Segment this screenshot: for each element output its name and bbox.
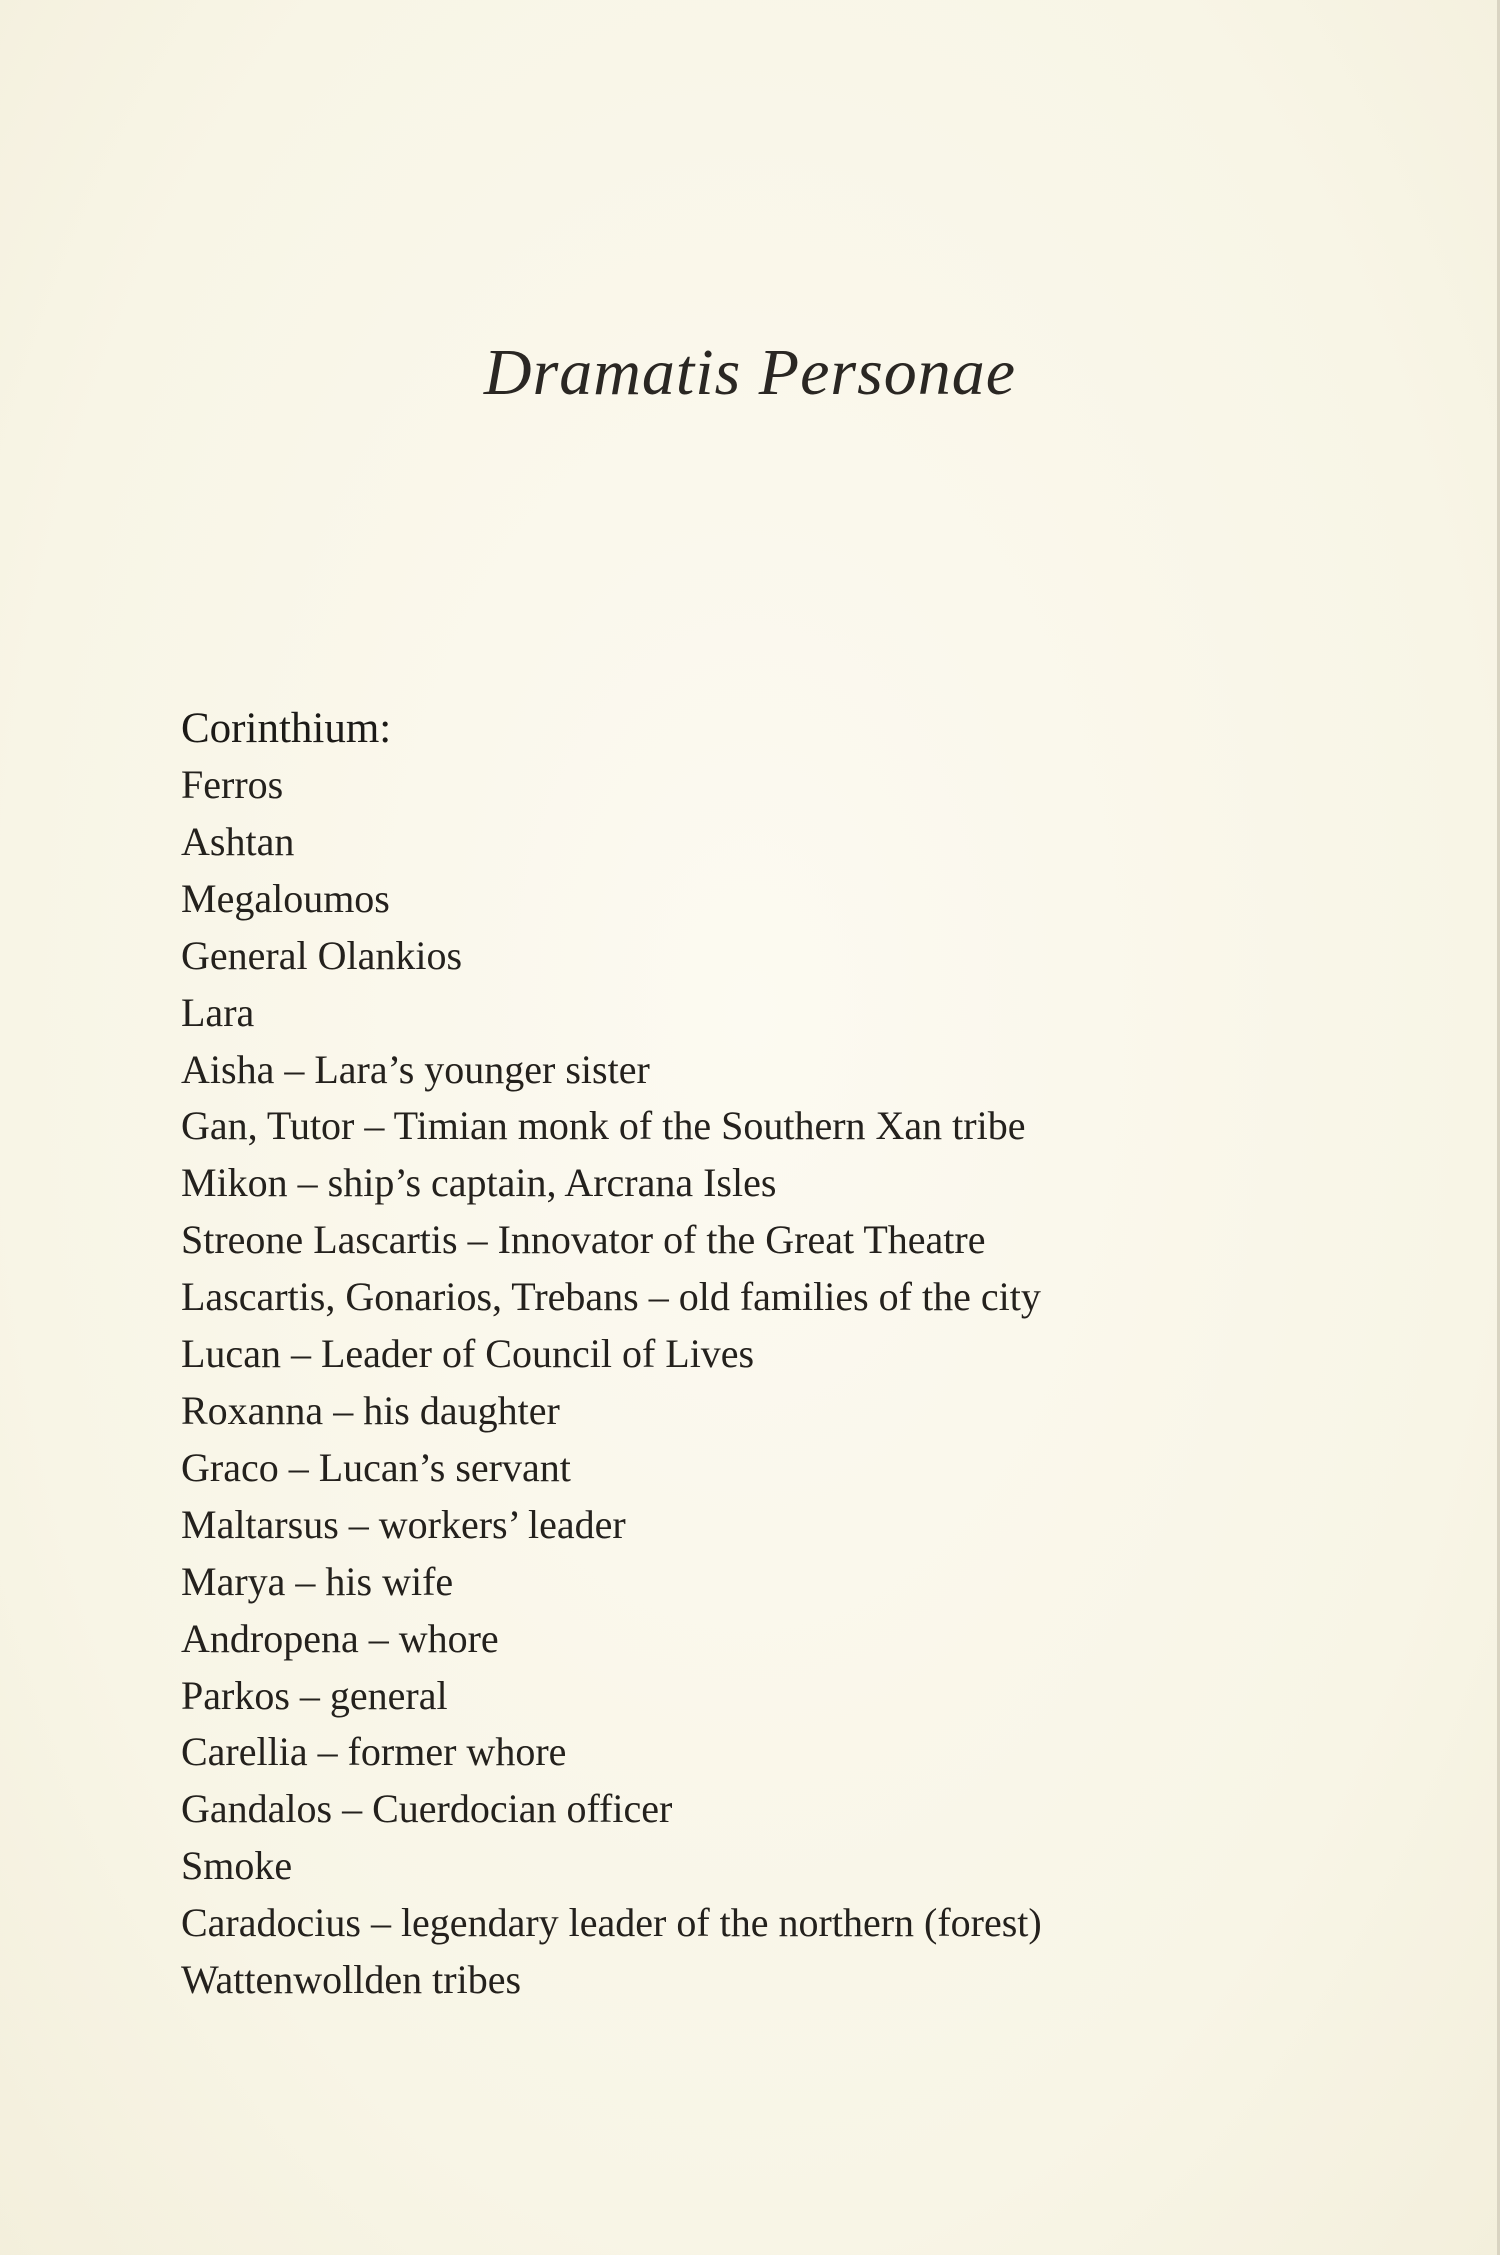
cast-entry: Ferros: [181, 762, 284, 807]
cast-list: [181, 757, 1331, 2009]
cast-entry: Carellia – former whore: [181, 1729, 567, 1775]
cast-entry: Gandalos – Cuerdocian officer: [181, 1786, 673, 1832]
cast-entry: Ashtan: [181, 818, 295, 864]
cast-entry: Caradocius – legendary leader of the northern (forest): [181, 1900, 1042, 1946]
cast-entry: Mikon – ship’s captain, Arcrana Isles: [181, 1160, 777, 1206]
cast-entry: Parkos – general: [181, 1672, 448, 1718]
cast-entry: General Olankios: [181, 932, 463, 978]
cast-entry: Roxanna – his daughter: [181, 1387, 560, 1433]
cast-entry: Smoke: [181, 1843, 293, 1889]
cast-entry: Lucan – Leader of Council of Lives: [181, 1331, 755, 1377]
section-heading: Corinthium:: [181, 705, 392, 752]
cast-entry: Lara: [181, 989, 255, 1035]
cast-entry: Streone Lascartis – Innovator of the Great Theatre: [181, 1217, 986, 1263]
cast-section: [181, 700, 1331, 2009]
cast-entry: Marya – his wife: [181, 1558, 454, 1604]
cast-entry: Wattenwollden tribes: [181, 1957, 522, 2003]
cast-entry: Aisha – Lara’s younger sister: [181, 1046, 650, 1092]
cast-entry: Lascartis, Gonarios, Trebans – old families of the city: [181, 1274, 1041, 1320]
cast-entry: Megaloumos: [181, 875, 390, 921]
cast-entry: Gan, Tutor – Timian monk of the Southern Xan tribe: [181, 1103, 1026, 1149]
cast-entry: Graco – Lucan’s servant: [181, 1444, 571, 1490]
cast-entry: Andropena – whore: [181, 1615, 499, 1661]
page-title: Dramatis Personae: [483, 336, 1017, 409]
cast-entry: Maltarsus – workers’ leader: [181, 1501, 626, 1547]
